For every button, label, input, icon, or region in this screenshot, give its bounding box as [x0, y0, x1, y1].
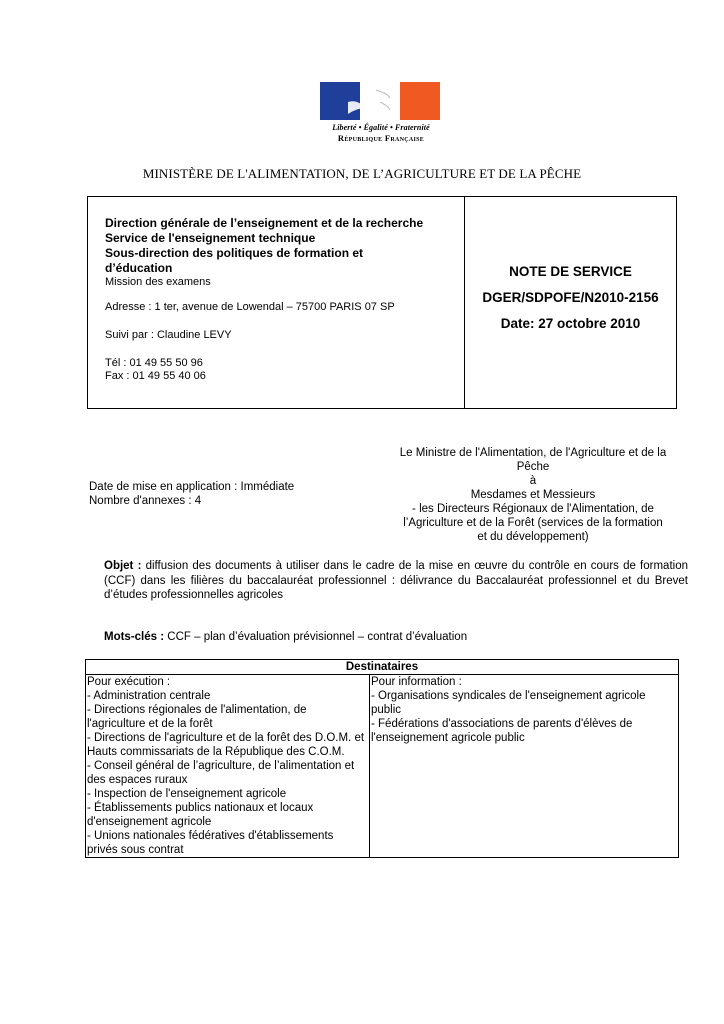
subject-text: diffusion des documents à utiliser dans le cadre de la mise en œuvre du contrôle en cours de formation (CCF) dans les filières du baccalauréat professionnel : délivrance du Baccalauréat professionnel et du Brevet d’études professionnelles agricoles: [104, 560, 688, 601]
addressee-line: l’Agriculture et de la Forêt (services de la formation: [403, 517, 663, 529]
direction-line: Direction générale de l’enseignement et de la recherche: [105, 216, 424, 230]
addressee-line: à: [529, 475, 537, 487]
recipients-header: Destinataires: [86, 660, 679, 675]
recipients-table: [85, 659, 679, 858]
keywords-text: CCF – plan d’évaluation prévisionnel – contrat d’évaluation: [164, 631, 468, 643]
direction-line: d’éducation: [105, 261, 173, 275]
logo-motto: Liberté • Égalité • Fraternité: [332, 123, 430, 132]
application-info: [89, 480, 294, 508]
logo-republic-name: République Française: [337, 133, 425, 143]
execution-title: Pour exécution :: [87, 676, 171, 688]
note-title: NOTE DE SERVICE: [509, 264, 632, 279]
telephone: Tél : 01 49 55 50 96: [105, 357, 203, 369]
ministry-title: MINISTÈRE DE L'ALIMENTATION, DE L’AGRICULTURE ET DE LA PÊCHE: [142, 166, 582, 181]
list-item: - Établissements publics nationaux et locaux d'enseignement agricole: [87, 802, 314, 828]
header-sender: [105, 216, 465, 383]
list-item: - Fédérations d'associations de parents d'élèves de l'enseignement agricole public: [371, 718, 633, 744]
note-reference: DGER/SDPOFE/N2010-2156: [482, 290, 659, 305]
address: Adresse : 1 ter, avenue de Lowendal – 75700 PARIS 07 SP: [105, 301, 395, 313]
list-item: - Directions régionales de l'alimentation, de l'agriculture et de la forêt: [87, 704, 307, 730]
fax: Fax : 01 49 55 40 06: [105, 370, 206, 382]
direction-line: Service de l'enseignement technique: [105, 231, 316, 245]
addressee-block: [388, 446, 678, 544]
header-box: [87, 196, 677, 409]
note-date: Date: 27 octobre 2010: [500, 316, 641, 331]
addressee-line: et du développement): [477, 531, 589, 543]
list-item: - Inspection de l'enseignement agricole: [87, 788, 287, 800]
keywords-label: Mots-clés :: [104, 631, 165, 643]
subject-paragraph: [104, 559, 688, 603]
mission: Mission des examens: [105, 276, 211, 288]
followed-by: Suivi par : Claudine LEVY: [105, 329, 232, 341]
list-item: - Unions nationales fédératives d'établissements privés sous contrat: [87, 830, 334, 856]
information-column: [370, 675, 679, 858]
list-item: - Administration centrale: [87, 690, 211, 702]
keywords-line: [104, 631, 467, 643]
list-item: - Organisations syndicales de l'enseignement agricole public: [371, 690, 646, 716]
direction-line: Sous-direction des politiques de formation et: [105, 246, 364, 260]
list-item: - Conseil général de l’agriculture, de l’alimentation et des espaces ruraux: [87, 760, 355, 786]
execution-column: [86, 675, 370, 858]
annexes-count: Nombre d'annexes : 4: [89, 495, 202, 507]
information-title: Pour information :: [371, 676, 462, 688]
application-date: Date de mise en application : Immédiate: [89, 481, 295, 493]
republic-logo: [320, 82, 442, 143]
marianne-flag-icon: [320, 82, 440, 120]
subject-label: Objet :: [104, 560, 142, 572]
addressee-line: Pêche: [516, 461, 550, 473]
addressee-line: Le Ministre de l'Alimentation, de l'Agriculture et de la: [399, 447, 667, 459]
list-item: - Directions de l'agriculture et de la forêt des D.O.M. et Hauts commissariats de la République des C.O.M.: [87, 732, 365, 758]
addressee-line: Mesdames et Messieurs: [470, 489, 596, 501]
addressee-line: - les Directeurs Régionaux de l'Alimentation, de: [412, 503, 654, 515]
header-note: [465, 263, 676, 341]
